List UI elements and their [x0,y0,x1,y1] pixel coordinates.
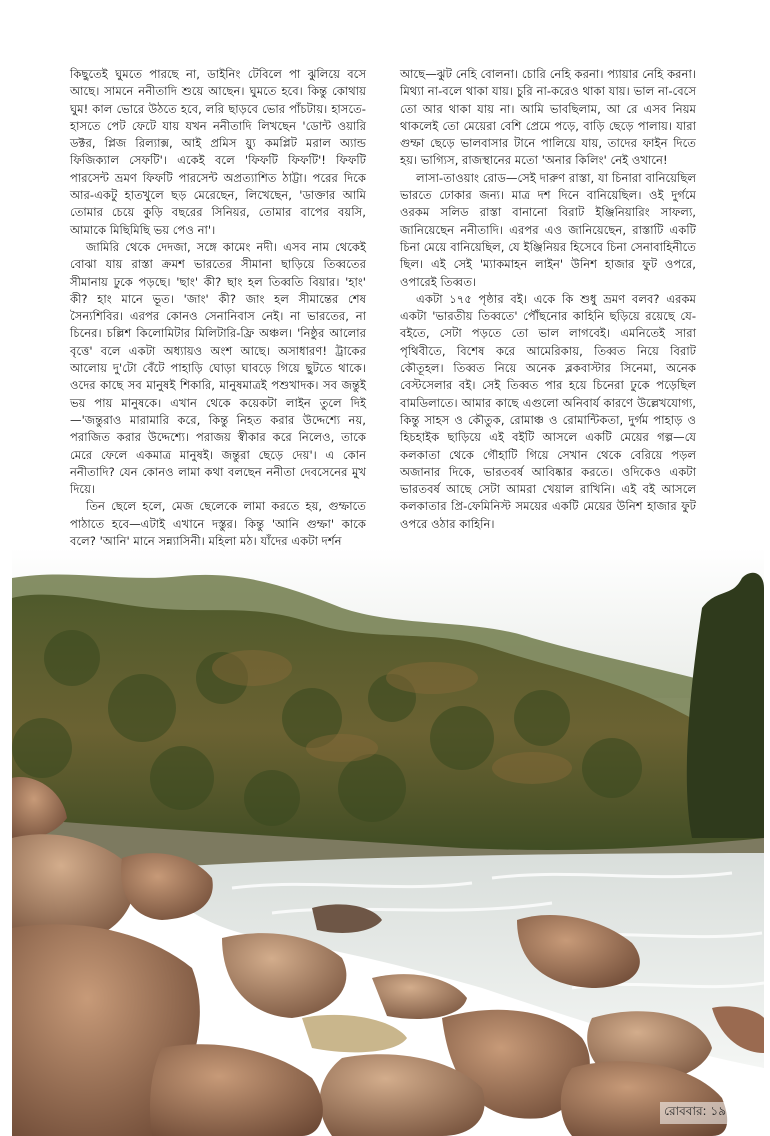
paragraph: লাসা-তাওয়াং রোড—সেই দারুণ রাস্তা, যা চিনারা বানিয়েছিল ভারতে ঢোকার জন্য। মাত্র দশ দিনে বানিয়েছিল। ওই দুর্গমে ওরকম সলিড রাস্তা বানানো বিরাট ইঞ্জিনিয়ারিং সাফল্য, জানিয়েছেন ননীতাদি। এরপর এও জানিয়েছেন, রাস্তাটি একটি চিনা মেয়ে বানিয়েছিল, যে ইঞ্জিনিয়র হিসেবে চিনা সেনাবাহিনীতে ছিল। এই সেই 'ম্যাকমাহন লাইন' উনিশ হাজার ফুট ওপরে, ওপারেই তিব্বত। [400,170,696,289]
paragraph: তিন ছেলে হলে, মেজ ছেলেকে লামা করতে হয়, গুম্ফাতে পাঠাতে হবে—এটাই এখানে দস্তুর। কিন্তু 'আনি গুম্ফা' কাকে বলে? 'আনি' মানে সন্ন্যাসিনী। মহিলা মঠ। যাঁদের একটা দর্শন [70,499,366,549]
river-landscape-photo [12,548,764,1136]
paragraph: জামিরি থেকে দেদজা, সঙ্গে কামেং নদী। এসব নাম থেকেই বোঝা যায় রাস্তা ক্রমশ ভারতের সীমানা ছাড়িয়ে তিব্বতের সীমানায় ঢুকে পড়ছে। 'ছাং' কী? ছাং হল তিব্বতি বিয়ার। 'হাং' কী? হাং মানে ভূত। 'জাং' কী? জাং হল সীমান্তের শেষ সৈন্যশিবির। এরপর কোনও সেনানিবাস নেই। না ভারতের, না চিনের। চল্লিশ কিলোমিটার মিলিটারি-ফ্রি অঞ্চল। 'নিষ্ঠুর আলোর বৃত্তে' বলে একটা অধ্যায়ও অংশ আছে। অসাধারণ! ট্রাকের আলোয় দু'টো বেঁটে পাহাড়ি ঘোড়া ঘাবড়ে গিয়ে ছুটতে থাকে। ওদের কাছে সব মানুষই শিকারি, মানুষমাত্রই পশুখাদক। সব জন্তুই ভয় পায় মানুষকে। এখান থেকে কয়েকটা লাইন তুলে দিই—'জন্তুরাও মারামারি করে, কিন্তু নিহত করার উদ্দেশ্যে নয়, পরাজিত করার উদ্দেশ্যে। পরাজয় স্বীকার করে নিলেও, তাকে মেরে ফেলে একমাত্র মানুষই। জন্তুরা ছেড়ে দেয়'। এ কোন ননীতাদি? যেন কোনও লামা কথা বলছেন ননীতা দেবসেনের মুখ দিয়ে। [70,239,366,497]
page-folio: রোববার: ১৯ [660,1102,730,1124]
paragraph: আছে—ঝুট নেহি বোলনা। চোরি নেহি করনা। প্যায়ার নেহি করনা। মিথ্যা না-বলে থাকা যায়। চুরি না-করেও থাকা যায়। ভাল না-বেসে তো আর থাকা যায় না। আমি ভাবছিলাম, আ রে এসব নিয়ম থাকলেই তো মেয়েরা বেশি প্রেমে পড়ে, বাড়ি ছেড়ে পালায়। যারা গুম্ফা ছেড়ে ভালবাসার টানে পালিয়ে যায়, তাদের ফাইন দিতে হয়। ভাগ্যিস, রাজস্থানের মতো 'অনার কিলিং' নেই ওখানে! [400,67,696,168]
article-column-right [400,66,696,533]
paragraph: একটা ১৭৫ পৃষ্ঠার বই। একে কি শুধু ভ্রমণ বলব? এরকম একটা 'ভারতীয় তিব্বতে' পৌঁছনোর কাহিনি ছড়িয়ে রয়েছে যে-বইতে, সেটা পড়তে তো ভাল লাগবেই। এমনিতেই সারা পৃথিবীতে, বিশেষ করে আমেরিকায়, তিব্বত নিয়ে বিরাট কৌতূহল। তিব্বত নিয়ে অনেক ব্লকবাস্টার সিনেমা, অনেক বেস্টসেলার বই। সেই তিব্বত পার হয়ে চিনেরা ঢুকে পড়েছিল বামডিলাতে। আমার কাছে এগুলো অনিবার্য কারণে উল্লেখযোগ্য, কিন্তু সাহস ও কৌতুক, রোমাঞ্চ ও রোমান্টিকতা, দুর্গম পাহাড় ও হিচহাইক ছাড়িয়ে এই বইটি আসলে একটি মেয়ের গল্প—যে কলকাতা থেকে গৌহাটি গিয়ে সেখান থেকে বেরিয়ে পড়ল অজানার দিকে, ভারতবর্ষ আবিষ্কার করতে। ওদিকেও একটা ভারতবর্ষ আছে সেটা আমরা খেয়াল রাখিনি। এই বই আসলে কলকাতার প্রি-ফেমিনিস্ট সময়ের একটি মেয়ের উনিশ হাজার ফুট ওপরে ওঠার কাহিনি। [400,291,696,531]
paragraph: কিছুতেই ঘুমতে পারছে না, ডাইনিং টেবিলে পা ঝুলিয়ে বসে আছে। সামনে ননীতাদি শুয়ে আছেন। ঘুমতে হবে। কিন্তু কোথায় ঘুম! কাল ভোরে উঠতে হবে, লরি ছাড়বে ভোর পাঁচটায়। হাসতে-হাসতে পেট ফেটে যায় যখন ননীতাদি লিখছেন 'ডোন্ট ওয়ারি ডক্টর, প্লিজ রিল্যাক্স, আই প্রমিস য়্যু কমপ্লিট মরাল অ্যান্ড ফিজিক্যাল সেফটি'। একেই বলে 'ফিফটি ফিফটি'! ফিফটি পারসেন্ট ভ্রমণ ফিফটি পারসেন্ট অপ্রত্যাশিত ঠাট্টা। পরের দিকে আর-একটু হাতখুলে ছড় মেরেছেন, লিখেছেন, 'ডাক্তার আমি তোমার চেয়ে কুড়ি বছরের সিনিয়র, তোমার বাপের বয়সি, আমাকে মিছিমিছি ভয় পেও না'। [70,67,366,237]
article-column-left [70,66,366,550]
